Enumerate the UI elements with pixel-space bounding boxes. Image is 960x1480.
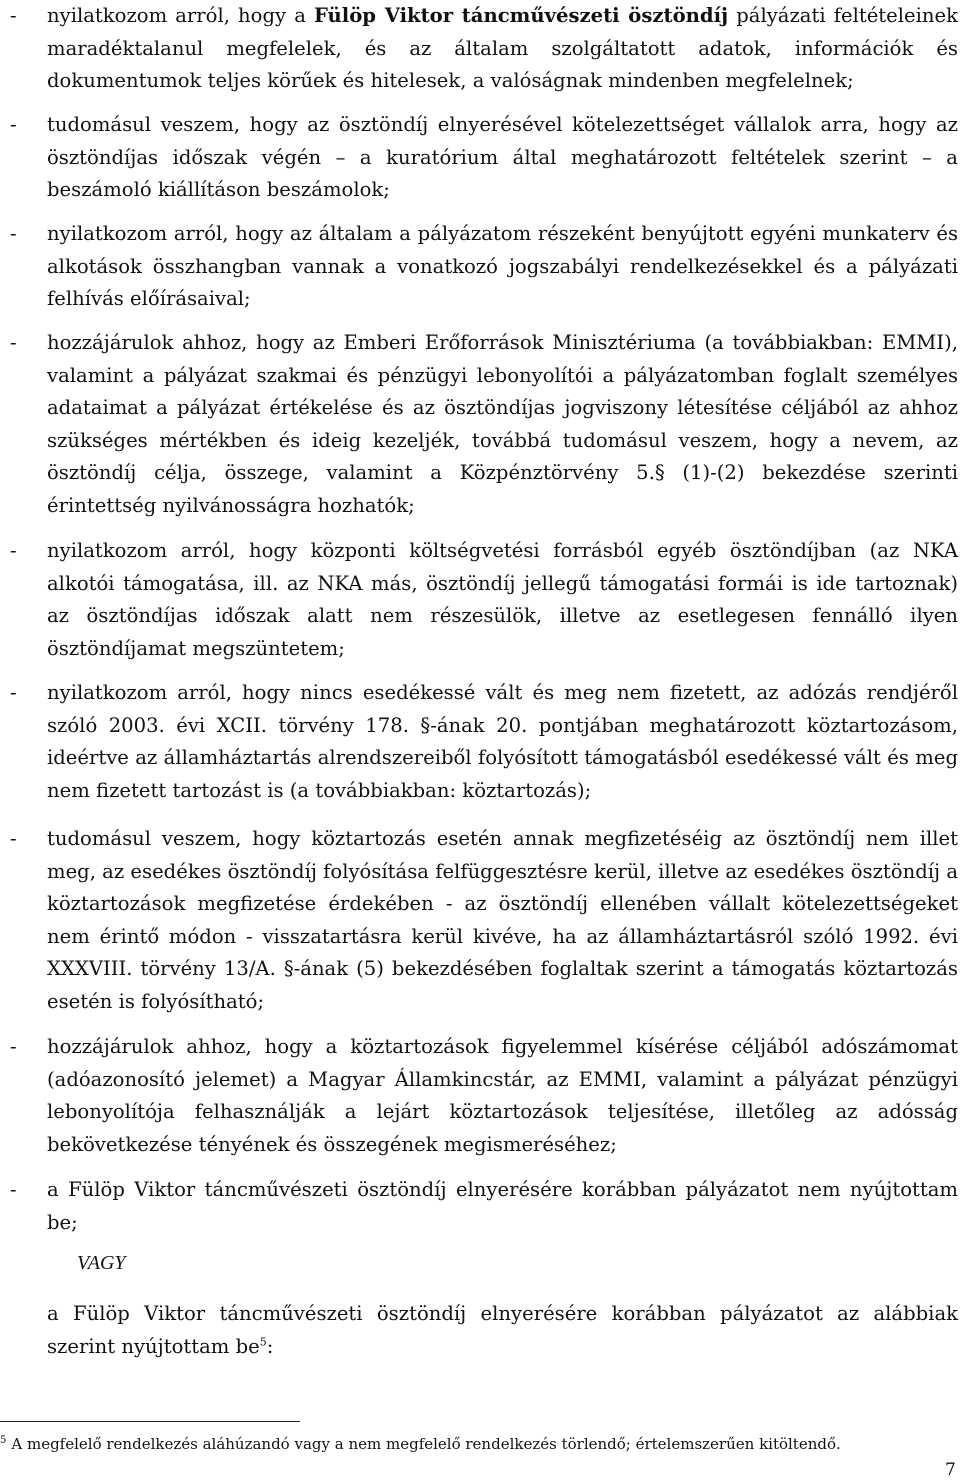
text-segment: pályázati feltételeinek maradéktalanul megfelelek, és az általam szolgáltatott adatok, információk és dokumentumok teljes körűek és hitelesek, a valóságnak mindenben megfelelnek; (47, 4, 958, 93)
list-item-text: nyilatkozom arról, hogy az általam a pályázatom részeként benyújtott egyéni munkaterv és alkotások összhangban vannak a vonatkozó jogszabályi rendelkezésekkel és a pályázati felhívás előírásaival; (47, 222, 958, 311)
list-item (10, 0, 958, 98)
list-item (10, 1174, 958, 1239)
list-item (10, 535, 958, 665)
vagy-label: VAGY (77, 1252, 126, 1274)
footnote-reference: 5 (259, 1335, 267, 1349)
text-segment: : (266, 1334, 274, 1358)
list-dash: - (10, 113, 17, 136)
list-item-text: nyilatkozom arról, hogy nincs esedékessé vált és meg nem fizetett, az adózás rendjéről szóló 2003. évi XCII. törvény 178. §-ának 20. pontjában meghatározott köztartozásom, ideértve az államháztartás alrendszereiből folyósított támogatásból esedékessé vált és meg nem fizetett tartozást is (a továbbiakban: köztartozás); (47, 681, 958, 802)
list-item (10, 327, 958, 523)
list-item-text (47, 0, 958, 98)
alternative-statement (47, 1298, 958, 1363)
list-item (10, 677, 958, 807)
list-item (10, 218, 958, 316)
list-dash: - (10, 1178, 17, 1201)
list-item-text: tudomásul veszem, hogy köztartozás esetén annak megfizetéséig az ösztöndíj nem illet meg, az esedékes ösztöndíj folyósítása felfüggesztésre kerül, illetve az esedékes ösztöndíj a köztartozások megfizetése érdekében - az ösztöndíj ellenében vállalt kötelezettségeket nem érintő módon - visszatartásra kerül kivéve, ha az államháztartásról szóló 1992. évi XXXVIII. törvény 13/A. §-ának (5) bekezdésében foglaltak szerint a támogatás köztartozás esetén is folyósítható; (47, 827, 958, 1013)
list-item-text: a Fülöp Viktor táncművészeti ösztöndíj elnyerésére korábban pályázatot nem nyújtottam be; (47, 1178, 958, 1234)
list-item (10, 109, 958, 207)
list-item (10, 1031, 958, 1161)
list-item-text: tudomásul veszem, hogy az ösztöndíj elnyerésével kötelezettséget vállalok arra, hogy az ösztöndíjas időszak végén – a kuratórium által meghatározott feltételek szerint – a beszámoló kiállításon beszámolok; (47, 113, 958, 202)
list-item-text: nyilatkozom arról, hogy központi költségvetési forrásból egyéb ösztöndíjban (az NKA alkotói támogatása, ill. az NKA más, ösztöndíj jellegű támogatási formái is ide tartoznak) az ösztöndíjas időszak alatt nem részesülök, illetve az esetlegesen fennálló ilyen ösztöndíjamat megszüntetem; (47, 539, 958, 660)
list-dash: - (10, 4, 17, 27)
list-item (10, 823, 958, 1019)
list-dash: - (10, 681, 17, 704)
list-dash: - (10, 331, 17, 354)
list-item-text: hozzájárulok ahhoz, hogy az Emberi Erőforrások Minisztériuma (a továbbiakban: EMMI), valamint a pályázat szakmai és pénzügyi lebonyolítói a pályázatomban foglalt személyes adataimat a pályázat értékelése és az ösztöndíjas jogviszony létesítése céljából az ahhoz szükséges mértékben és ideig kezeljék, továbbá tudomásul veszem, hogy a nevem, az ösztöndíj célja, összege, valamint a Közpénztörvény 5.§ (1)-(2) bekezdése szerinti érintettség nyilvánosságra hozhatók; (47, 331, 958, 517)
list-dash: - (10, 222, 17, 245)
list-dash: - (10, 827, 17, 850)
scholarship-name: Fülöp Viktor táncművészeti ösztöndíj (313, 4, 729, 27)
footnote (0, 1434, 958, 1454)
list-dash: - (10, 1035, 17, 1058)
list-dash: - (10, 539, 17, 562)
footnote-text: A megfelelő rendelkezés aláhúzandó vagy a nem megfelelő rendelkezés törlendő; értelemszerűen kitöltendő. (11, 1435, 841, 1453)
footnote-number: 5 (0, 1435, 7, 1446)
page-number: 7 (945, 1460, 956, 1480)
footnote-separator (0, 1421, 300, 1422)
text-segment: a Fülöp Viktor táncművészeti ösztöndíj elnyerésére korábban pályázatot az alábbiak szerint nyújtottam be (47, 1302, 958, 1358)
text-segment: nyilatkozom arról, hogy a (47, 4, 314, 27)
list-item-text: hozzájárulok ahhoz, hogy a köztartozások figyelemmel kísérése céljából adószámomat (adóazonosító jelemet) a Magyar Államkincstár, az EMMI, valamint a pályázat pénzügyi lebonyolítója felhasználják a lejárt köztartozások teljesítése, illetőleg az adósság bekövetkezése tényének és összegének megismeréséhez; (47, 1035, 958, 1156)
